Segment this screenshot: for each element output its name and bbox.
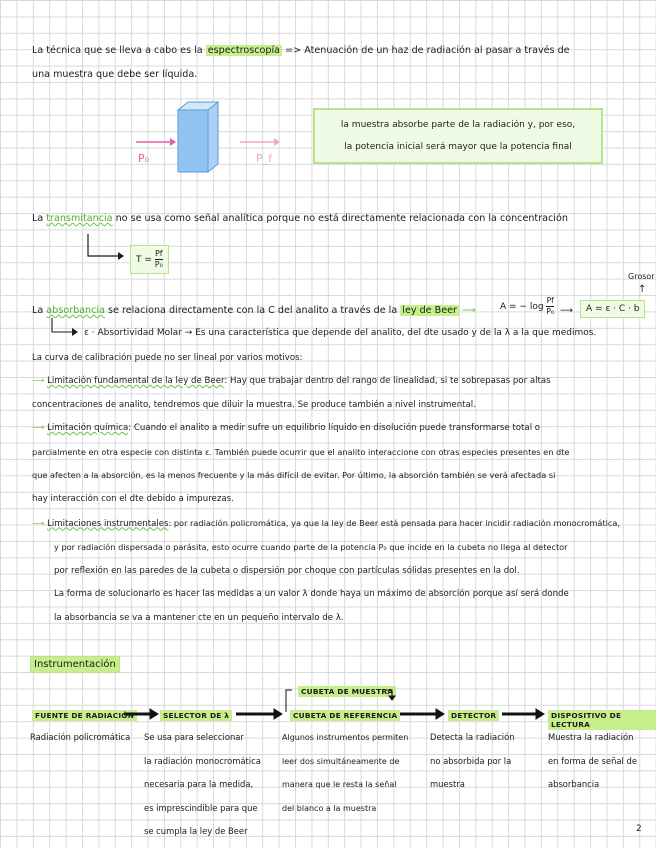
right-arrow-icon: ⟶ xyxy=(462,305,476,316)
detector-label: DETECTOR xyxy=(448,710,499,721)
reasons-block xyxy=(32,370,652,631)
note-line-1: la muestra absorbe parte de la radiación y, por eso, xyxy=(340,120,576,130)
incident-power-label: P₀ xyxy=(138,152,150,165)
transmitancia-term: transmitancia xyxy=(46,213,113,224)
selector-desc-line: la radiación monocromática xyxy=(144,755,261,766)
reason-1-head: Limitación fundamental de la ley de Beer xyxy=(47,376,225,386)
intro-definition: => Atenuación de un haz de radiación al pasar a través de xyxy=(285,45,570,56)
reason-2-line-1 xyxy=(32,417,652,441)
absorbancia-term: absorbancia xyxy=(46,305,105,316)
incident-arrow-icon xyxy=(136,138,176,146)
detector-desc-line: no absorbida por la xyxy=(430,755,512,766)
selector-desc-line: necesaria para la medida, xyxy=(144,779,254,790)
reason-1-line-1 xyxy=(32,370,652,394)
highlight-espectroscopia: espectroscopía xyxy=(207,45,281,56)
cubeta-referencia-label: CUBETA DE REFERENCIA xyxy=(290,710,400,721)
dispositivo-desc-line: Muestra la radiación xyxy=(548,732,634,742)
reason-3-line-3: por reflexión en las paredes de la cubeta o dispersión por choque con partículas sólidas presentes en la dol. xyxy=(54,565,520,576)
absorbancia-line xyxy=(32,304,476,317)
note-line-2: la potencia inicial será mayor que la potencia final xyxy=(344,142,572,152)
eq-numerator: Pf xyxy=(546,296,554,305)
cubeta-desc-line: manera que le resta la señal xyxy=(282,780,397,790)
selector-description xyxy=(144,726,261,844)
eq-denominator: P₀ xyxy=(546,307,555,316)
selector-label: SELECTOR DE λ xyxy=(160,710,232,721)
cubeta-muestra-label: CUBETA DE MUESTRA xyxy=(298,686,396,697)
formula-denominator: P₀ xyxy=(154,260,163,269)
elbow-arrow-eps-icon xyxy=(50,316,80,338)
formula-numerator: Pf xyxy=(154,249,163,258)
eq-left: A = − log xyxy=(500,302,544,312)
cuvette-diagram xyxy=(128,100,298,180)
arrow-to-box-icon: ⟶ xyxy=(560,306,573,316)
reason-arrow-icon: ⟶ xyxy=(32,423,45,434)
dispositivo-desc-line: en forma de señal de xyxy=(548,755,637,766)
grosor-annotation: Grosor xyxy=(628,272,655,281)
reason-arrow-icon: ⟶ xyxy=(32,518,45,529)
instrument-flow-arrows xyxy=(0,676,656,726)
selector-desc-line: es imprescindible para que xyxy=(144,802,258,813)
transmitted-arrow-icon xyxy=(240,138,280,146)
selector-desc-line: Se usa para seleccionar xyxy=(144,732,244,742)
reason-1-text: : Hay que trabajar dentro del rango de linealidad, si te sobrepasas por altas xyxy=(224,376,551,386)
reason-2-line-3: que afecten a la absorción, es la menos frecuente y la más difícil de evitar. Por último, la absorción también se verá afectada si xyxy=(32,470,556,481)
selector-desc-line: se cumpla la ley de Beer xyxy=(144,826,248,837)
reason-3-line-5: la absorbancia se va a mantener cte en un pequeño intervalo de λ. xyxy=(54,612,344,623)
intro-line-1 xyxy=(32,44,570,57)
reason-2-line-4: hay interacción con el dte debido a impurezas. xyxy=(32,493,234,504)
transmitancia-pre: La xyxy=(32,213,44,224)
reason-2-line-2: parcialmente en otra especie con distinta ε. También puede ocurrir que el analito interaccione con otras especies presentes en dte xyxy=(32,446,570,457)
absorbancia-text: se relaciona directamente con la C del analito a través de la xyxy=(108,305,398,316)
detector-description xyxy=(430,726,515,797)
dispositivo-desc-line: absorbancia xyxy=(548,779,600,790)
detector-desc-line: muestra xyxy=(430,779,465,790)
fuente-description xyxy=(30,726,130,750)
transmitted-power-label: P_f xyxy=(256,152,273,165)
reason-3-line-1 xyxy=(32,512,652,537)
transmitancia-formula xyxy=(130,245,169,274)
absorbancia-equation xyxy=(500,296,554,317)
cubeta-desc-line: Algunos instrumentos permiten xyxy=(282,733,409,742)
dispositivo-description xyxy=(548,726,637,797)
epsilon-definition: ε · Absortividad Molar → Es una característica que depende del analito, del dte usado y de la λ a la que medimos. xyxy=(84,328,597,338)
page-number: 2 xyxy=(636,824,642,834)
absorption-note-box xyxy=(313,108,603,164)
instrumentacion-title: Instrumentación xyxy=(30,656,120,673)
reason-3-line-4: La forma de solucionarlo es hacer las medidas a un valor λ donde haya un máximo de absorción porque así será donde xyxy=(54,589,569,600)
cubeta-desc-line: del blanco a la muestra xyxy=(282,803,377,813)
reason-2-text: : Cuando el analito a medir sufre un equilibrio líquido en disolución puede transformarse total o xyxy=(128,423,541,434)
calibration-curve-note: La curva de calibración puede no ser lineal por varios motivos: xyxy=(32,353,303,363)
cubeta-desc-line: leer dos simultáneamente de xyxy=(282,756,400,766)
fuente-desc-line: Radiación policromática xyxy=(30,732,131,742)
intro-line-2: una muestra que debe ser líquida. xyxy=(32,69,198,80)
reason-3-text: : por radiación policromática, ya que la ley de Beer está pensada para hacer incidir radiación monocromática, xyxy=(168,517,620,528)
reason-3-head: Limitaciones instrumentales xyxy=(47,518,169,529)
reason-3-line-2: y por radiación dispersada o parásita, esto ocurre cuando parte de la potencia P₀ que incide en la cubeta no llega al detector xyxy=(54,542,568,553)
beer-law-highlight: ley de Beer xyxy=(402,305,457,316)
dispositivo-label: DISPOSITIVO DE LECTURA xyxy=(548,710,656,730)
cuvette-icon xyxy=(178,102,218,172)
up-arrow-icon: ↑ xyxy=(638,284,647,295)
intro-text: La técnica que se lleva a cabo es la xyxy=(32,45,203,56)
detector-desc-line: Detecta la radiación xyxy=(430,732,515,742)
absorbancia-pre: La xyxy=(32,305,44,316)
elbow-arrow-icon xyxy=(86,232,126,262)
transmitancia-line xyxy=(32,212,568,225)
fuente-label: FUENTE DE RADIACIÓN xyxy=(32,710,137,721)
transmitancia-text: no se usa como señal analítica porque no está directamente relacionada con la concentración xyxy=(115,213,568,224)
cubeta-description xyxy=(282,726,408,820)
beer-law-box: A = ε · C · b xyxy=(580,300,645,318)
reason-2-head: Limitación química xyxy=(47,423,129,434)
reason-arrow-icon: ⟶ xyxy=(32,376,45,386)
formula-lhs: T = xyxy=(136,255,152,265)
reason-1-line-2: concentraciones de analito, tendremos que diluir la muestra. Se produce también a nivel instrumental. xyxy=(32,399,476,410)
